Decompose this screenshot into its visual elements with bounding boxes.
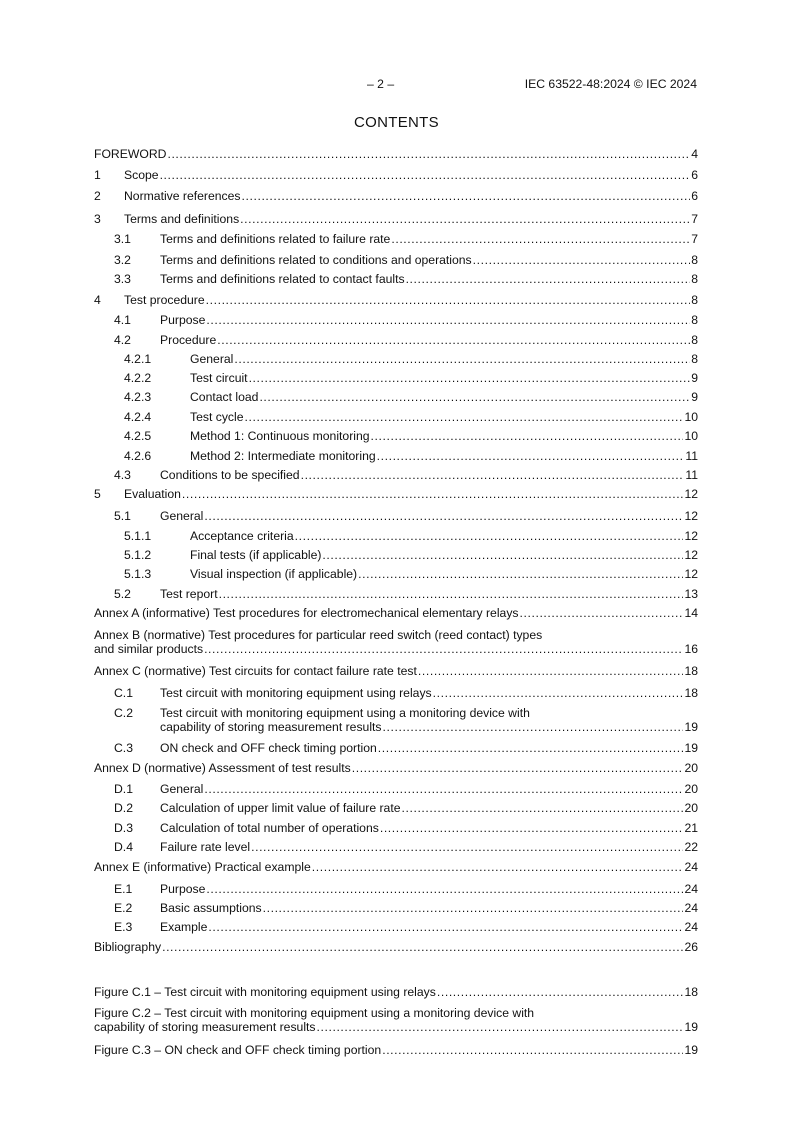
toc-page-number: 11 <box>685 449 698 463</box>
toc-entry-title: FOREWORD <box>94 147 167 161</box>
dot-leader <box>377 449 685 464</box>
toc-entry[interactable] <box>94 468 698 483</box>
toc-entry[interactable] <box>94 509 698 524</box>
toc-entry[interactable] <box>94 410 698 425</box>
toc-entry-title: Example <box>160 920 208 934</box>
toc-entry-title: and similar products <box>94 642 204 656</box>
toc-entry-title: Annex B (normative) Test procedures for particular reed switch (reed contact) types <box>94 628 543 642</box>
toc-entry-title: Test circuit <box>190 371 248 385</box>
toc-page-number: 4 <box>691 147 698 161</box>
toc-page-number: 16 <box>684 642 698 656</box>
dot-leader <box>437 985 684 1000</box>
toc-page-number: 14 <box>684 606 698 620</box>
dot-leader <box>358 567 683 582</box>
toc-entry-number: 5.1.2 <box>124 548 152 562</box>
toc-page-number: 19 <box>684 741 698 755</box>
dot-leader <box>263 901 684 916</box>
dot-leader <box>167 147 690 162</box>
toc-page-number: 18 <box>684 686 698 700</box>
dot-leader <box>382 1043 683 1058</box>
toc-entry-title: General <box>160 782 204 796</box>
toc-entry-number: 5.1.1 <box>124 529 152 543</box>
toc-entry-title: Acceptance criteria <box>190 529 294 543</box>
toc-entry-number: 5.1 <box>114 509 131 523</box>
toc-entry-number: 2 <box>94 189 101 203</box>
dot-leader <box>242 189 691 204</box>
toc-entry-title: capability of storing measurement results <box>160 720 382 734</box>
dot-leader <box>240 212 690 227</box>
toc-entry-number: D.2 <box>114 801 133 815</box>
toc-page-number: 8 <box>691 313 698 327</box>
toc-page-number: 20 <box>684 782 698 796</box>
dot-leader <box>206 313 690 328</box>
toc-page-number: 24 <box>684 920 698 934</box>
toc-entry[interactable] <box>94 212 698 227</box>
dot-leader <box>219 587 684 602</box>
toc-page-number: 18 <box>684 664 698 678</box>
toc-page-number: 19 <box>684 1043 698 1057</box>
toc-entry[interactable] <box>94 821 698 836</box>
toc-entry[interactable] <box>94 782 698 797</box>
toc-entry-title: Method 2: Intermediate monitoring <box>190 449 376 463</box>
figure-entry-title: capability of storing measurement results <box>94 1020 316 1034</box>
figure-entry-title: Figure C.3 – ON check and OFF check timing portion <box>94 1043 382 1057</box>
toc-entry-title: General <box>160 509 204 523</box>
toc-entry[interactable] <box>94 548 698 563</box>
toc-page-number: 8 <box>691 293 698 307</box>
toc-entry-title: Failure rate level <box>160 840 251 854</box>
toc-entry[interactable] <box>94 147 698 162</box>
toc-page-number: 19 <box>684 1020 698 1034</box>
toc-entry-number: 5.2 <box>114 587 131 601</box>
toc-page-number: 8 <box>691 253 698 267</box>
dot-leader <box>204 509 683 524</box>
toc-page-number: 21 <box>684 821 698 835</box>
toc-entry[interactable] <box>94 189 698 204</box>
dot-leader <box>383 720 684 735</box>
toc-entry[interactable] <box>94 449 698 464</box>
toc-entry-number: 4 <box>94 293 101 307</box>
dot-leader <box>234 352 690 367</box>
toc-entry[interactable] <box>94 567 698 582</box>
toc-page-number: 18 <box>684 985 698 999</box>
toc-page-number: 20 <box>684 801 698 815</box>
toc-entry-title: Terms and definitions related to contact faults <box>160 272 405 286</box>
toc-entry-title: Final tests (if applicable) <box>190 548 322 562</box>
toc-page-number: 24 <box>684 901 698 915</box>
toc-entry-title: Method 1: Continuous monitoring <box>190 429 370 443</box>
toc-page-number: 12 <box>684 567 698 581</box>
dot-leader <box>162 940 683 955</box>
toc-entry[interactable] <box>94 587 698 602</box>
toc-entry-title: Terms and definitions related to failure rate <box>160 232 391 246</box>
toc-entry-title: Test procedure <box>124 293 205 307</box>
toc-entry-title: Basic assumptions <box>160 901 262 915</box>
dot-leader <box>418 664 684 679</box>
toc-entry[interactable] <box>94 371 698 386</box>
toc-entry[interactable] <box>94 253 698 268</box>
dot-leader <box>249 371 691 386</box>
toc-page-number: 11 <box>685 468 698 482</box>
toc-page-number: 8 <box>691 272 698 286</box>
toc-page-number: 10 <box>684 410 698 424</box>
toc-entry-title: Terms and definitions related to conditions and operations <box>160 253 472 267</box>
toc-entry-title: Calculation of upper limit value of failure rate <box>160 801 401 815</box>
toc-entry[interactable] <box>94 272 698 287</box>
dot-leader <box>371 429 684 444</box>
toc-entry[interactable] <box>94 606 698 621</box>
toc-entry[interactable] <box>94 720 698 735</box>
toc-entry[interactable] <box>94 860 698 875</box>
toc-entry-number: 4.2.2 <box>124 371 152 385</box>
toc-entry-title: Annex C (normative) Test circuits for contact failure rate test <box>94 664 417 678</box>
toc-entry-number: 1 <box>94 168 101 182</box>
toc-page-number: 22 <box>684 840 698 854</box>
dot-leader <box>251 840 683 855</box>
figure-entry-first-line[interactable] <box>94 1006 698 1021</box>
toc-entry-number: 3 <box>94 212 101 226</box>
toc-entry-number: 3.1 <box>114 232 131 246</box>
toc-entry-title: Evaluation <box>124 487 181 501</box>
toc-entry-title: Procedure <box>160 333 217 347</box>
toc-entry[interactable] <box>94 642 698 657</box>
toc-entry[interactable] <box>94 801 698 816</box>
page-number: – 2 – <box>367 77 395 91</box>
toc-entry-number: C.3 <box>114 741 133 755</box>
toc-entry[interactable] <box>94 664 698 679</box>
toc-entry-number: 4.2.4 <box>124 410 152 424</box>
toc-page-number: 12 <box>684 487 698 501</box>
dot-leader <box>322 548 683 563</box>
toc-page-number: 9 <box>691 390 698 404</box>
dot-leader <box>160 168 691 183</box>
toc-page-number: 26 <box>684 940 698 954</box>
toc-entry[interactable] <box>94 333 698 348</box>
toc-page-number: 24 <box>684 882 698 896</box>
dot-leader <box>473 253 691 268</box>
dot-leader <box>312 860 684 875</box>
toc-entry-number: 4.1 <box>114 313 131 327</box>
toc-entry-number: E.2 <box>114 901 133 915</box>
toc-entry-title: General <box>190 352 234 366</box>
dot-leader <box>295 529 684 544</box>
dot-leader <box>352 761 684 776</box>
figure-list-entry[interactable] <box>94 985 698 1000</box>
toc-entry-title: Annex D (normative) Assessment of test results <box>94 761 351 775</box>
toc-page-number: 8 <box>691 352 698 366</box>
toc-page-number: 10 <box>684 429 698 443</box>
toc-entry[interactable] <box>94 232 698 247</box>
dot-leader <box>391 232 690 247</box>
dot-leader <box>378 741 684 756</box>
toc-entry-title: Scope <box>124 168 159 182</box>
toc-entry-title: Test report <box>160 587 218 601</box>
toc-entry-title: Test circuit with monitoring equipment using relays <box>160 686 432 700</box>
dot-leader <box>208 920 683 935</box>
toc-entry-title: ON check and OFF check timing portion <box>160 741 377 755</box>
dot-leader <box>301 468 685 483</box>
toc-page-number: 6 <box>691 168 698 182</box>
toc-page-number: 20 <box>684 761 698 775</box>
dot-leader <box>317 1020 684 1035</box>
dot-leader <box>406 272 691 287</box>
toc-entry-number: D.3 <box>114 821 133 835</box>
toc-entry[interactable] <box>94 168 698 183</box>
toc-entry-first-line[interactable] <box>94 628 698 643</box>
toc-entry-title: Purpose <box>160 882 206 896</box>
toc-entry-number: E.3 <box>114 920 133 934</box>
toc-entry[interactable] <box>94 901 698 916</box>
figure-entry-title: Figure C.2 – Test circuit with monitoring equipment using a monitoring device with <box>94 1006 535 1020</box>
toc-entry-number: E.1 <box>114 882 133 896</box>
toc-entry[interactable] <box>94 313 698 328</box>
toc-entry-number: 4.2.3 <box>124 390 152 404</box>
toc-entry[interactable] <box>94 840 698 855</box>
toc-entry-first-line[interactable] <box>114 706 764 721</box>
toc-page-number: 7 <box>691 232 698 246</box>
dot-leader <box>520 606 684 621</box>
toc-entry-title: Test circuit with monitoring equipment using a monitoring device with <box>160 706 530 720</box>
toc-page-number: 7 <box>691 212 698 226</box>
toc-entry[interactable] <box>94 882 698 897</box>
dot-leader <box>206 882 683 897</box>
figure-list-entry[interactable] <box>94 1043 698 1058</box>
toc-entry-title: Visual inspection (if applicable) <box>190 567 358 581</box>
toc-entry-title: Annex A (informative) Test procedures for electromechanical elementary relays <box>94 606 519 620</box>
toc-page-number: 9 <box>691 371 698 385</box>
toc-entry[interactable] <box>94 293 698 308</box>
toc-page-number: 12 <box>684 509 698 523</box>
toc-entry-number: 5.1.3 <box>124 567 152 581</box>
toc-page-number: 19 <box>684 720 698 734</box>
dot-leader <box>206 293 691 308</box>
dot-leader <box>433 686 684 701</box>
dot-leader <box>245 410 684 425</box>
toc-entry-title: Bibliography <box>94 940 162 954</box>
toc-entry[interactable] <box>94 741 698 756</box>
toc-entry-title: Contact load <box>190 390 259 404</box>
toc-entry-number: D.1 <box>114 782 133 796</box>
dot-leader <box>380 821 684 836</box>
toc-page-number: 12 <box>684 529 698 543</box>
page-title: CONTENTS <box>354 114 439 131</box>
toc-page-number: 24 <box>684 860 698 874</box>
toc-entry-title: Terms and definitions <box>124 212 240 226</box>
toc-entry[interactable] <box>94 429 698 444</box>
figure-list-entry[interactable] <box>94 1020 698 1035</box>
toc-entry-number: 4.3 <box>114 468 131 482</box>
toc-entry-number: 4.2.5 <box>124 429 152 443</box>
toc-page-number: 6 <box>691 189 698 203</box>
toc-entry[interactable] <box>94 940 698 955</box>
standard-reference: IEC 63522-48:2024 © IEC 2024 <box>524 77 697 91</box>
dot-leader <box>259 390 690 405</box>
toc-entry-title: Annex E (informative) Practical example <box>94 860 311 874</box>
toc-entry[interactable] <box>94 487 698 502</box>
toc-entry-number: 4.2.1 <box>124 352 152 366</box>
dot-leader <box>182 487 684 502</box>
dot-leader <box>402 801 684 816</box>
toc-entry-number: 5 <box>94 487 101 501</box>
toc-entry-number: C.1 <box>114 686 133 700</box>
toc-page-number: 13 <box>684 587 698 601</box>
toc-entry-number: 3.2 <box>114 253 131 267</box>
toc-entry-title: Normative references <box>124 189 241 203</box>
toc-entry[interactable] <box>94 920 698 935</box>
dot-leader <box>217 333 690 348</box>
toc-entry-number: 4.2 <box>114 333 131 347</box>
toc-entry-number: 3.3 <box>114 272 131 286</box>
figure-entry-title: Figure C.1 – Test circuit with monitoring equipment using relays <box>94 985 436 999</box>
toc-entry-title: Calculation of total number of operations <box>160 821 379 835</box>
dot-leader <box>204 642 683 657</box>
toc-entry-number: 4.2.6 <box>124 449 152 463</box>
toc-entry-number: C.2 <box>114 706 133 720</box>
dot-leader <box>204 782 683 797</box>
toc-page-number: 8 <box>691 333 698 347</box>
toc-entry[interactable] <box>94 761 698 776</box>
toc-entry[interactable] <box>94 686 698 701</box>
toc-entry[interactable] <box>94 352 698 367</box>
toc-entry[interactable] <box>94 390 698 405</box>
toc-entry-title: Conditions to be specified <box>160 468 300 482</box>
toc-entry-title: Test cycle <box>190 410 244 424</box>
toc-entry[interactable] <box>94 529 698 544</box>
toc-page-number: 12 <box>684 548 698 562</box>
toc-entry-number: D.4 <box>114 840 133 854</box>
toc-entry-title: Purpose <box>160 313 206 327</box>
